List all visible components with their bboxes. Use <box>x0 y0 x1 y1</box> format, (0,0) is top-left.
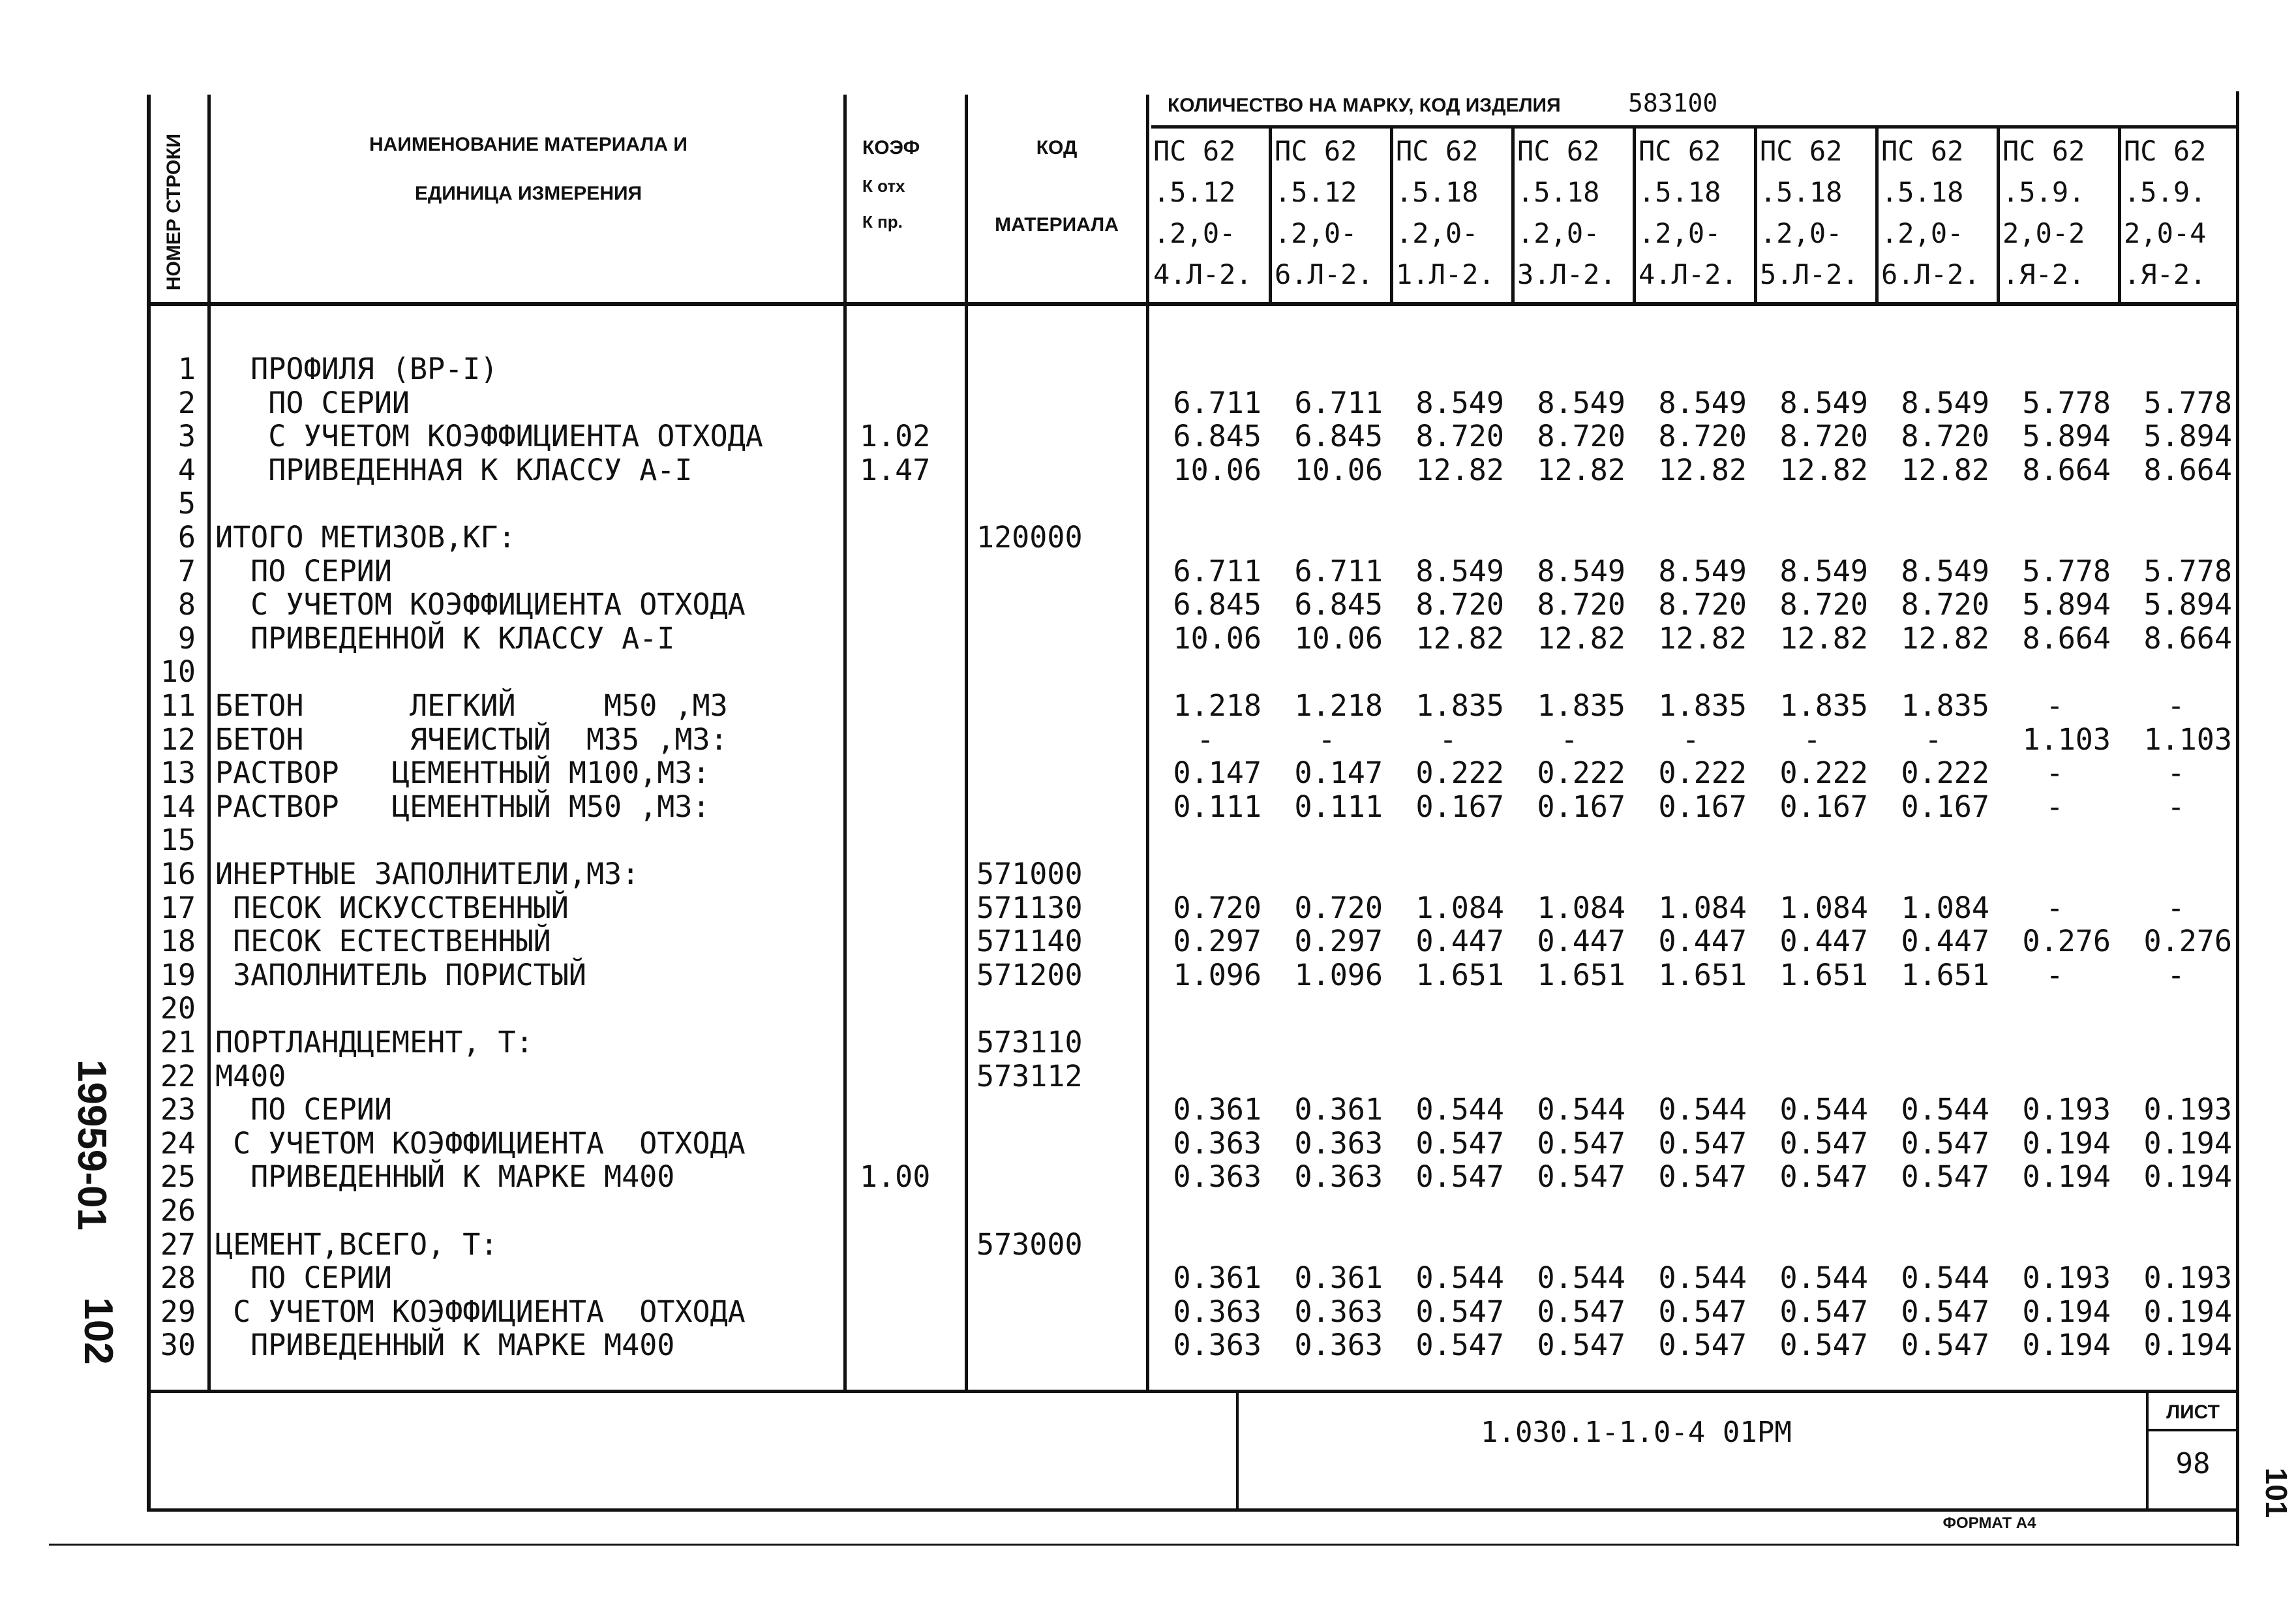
quantity-cell: 1.084 <box>1415 890 1504 925</box>
quantity-cell: 0.544 <box>1658 1092 1747 1127</box>
frame-table-bottom-line <box>147 1390 2239 1393</box>
sheet-number: 98 <box>2175 1447 2211 1480</box>
quantity-cell: 8.720 <box>1779 419 1868 454</box>
quantity-cell: 0.222 <box>1537 756 1625 791</box>
quantity-cell: 1.096 <box>1294 957 1383 992</box>
material-name: ЦЕМЕНТ,ВСЕГО, Т: <box>215 1227 498 1262</box>
quantity-cell: 0.297 <box>1173 924 1261 959</box>
quantity-cell: 0.447 <box>1658 924 1747 959</box>
quantity-cell: 0.547 <box>1779 1159 1868 1195</box>
quantity-cell: 8.720 <box>1901 587 1989 622</box>
quantity-cell: 1.218 <box>1294 688 1383 723</box>
material-name: ПРИВЕДЕННОЙ К КЛАССУ А-I <box>215 620 675 656</box>
quantity-cell: 0.547 <box>1415 1328 1504 1363</box>
material-name: ПОРТЛАНДЦЕМЕНТ, Т: <box>215 1025 534 1060</box>
row-number: 18 <box>160 924 196 959</box>
quantity-cell: 0.547 <box>1415 1159 1504 1195</box>
page-bottom-rule <box>49 1544 2239 1546</box>
quantity-cell: 8.549 <box>1537 553 1625 588</box>
quantity-cell: 1.651 <box>1415 957 1504 992</box>
col-sep-name <box>843 95 847 1393</box>
quantity-cell: 0.363 <box>1173 1328 1261 1363</box>
row-number: 21 <box>160 1025 196 1060</box>
frame-footer-bottom-line <box>147 1508 2239 1512</box>
quantity-cell: 0.363 <box>1173 1125 1261 1161</box>
quantity-cell: 0.194 <box>2143 1125 2232 1161</box>
quantity-cell: 12.82 <box>1901 452 1989 487</box>
quantity-cell: 0.167 <box>1779 789 1868 824</box>
quantity-cell: - <box>1318 722 1336 757</box>
row-number: 8 <box>177 587 196 622</box>
material-name: БЕТОН ЛЕГКИЙ М50 ,М3 <box>215 688 728 723</box>
coef-header <box>848 137 959 231</box>
quantity-cell: 0.363 <box>1173 1294 1261 1329</box>
quantity-cell: 12.82 <box>1779 452 1868 487</box>
quantity-cell: 6.845 <box>1294 587 1383 622</box>
quantity-cell: 1.835 <box>1779 688 1868 723</box>
quantity-cell: 0.547 <box>1537 1328 1625 1363</box>
coefficient: 1.02 <box>860 419 931 454</box>
quantity-cell: 6.711 <box>1173 553 1261 588</box>
quantity-cell: 0.547 <box>1658 1159 1747 1195</box>
material-name: ПЕСОК ИСКУССТВЕННЫЙ <box>215 890 569 925</box>
quantity-cell: 0.547 <box>1901 1328 1989 1363</box>
coefficient: 1.00 <box>860 1159 931 1195</box>
material-name: ПРИВЕДЕННЫЙ К МАРКЕ М400 <box>215 1328 675 1363</box>
material-name: М400 <box>215 1058 286 1093</box>
quantity-cell: 0.194 <box>2143 1294 2232 1329</box>
material-name: С УЧЕТОМ КОЭФФИЦИЕНТА ОТХОДА <box>215 1294 746 1329</box>
material-name: РАСТВОР ЦЕМЕНТНЫЙ М50 ,М3: <box>215 789 710 824</box>
row-number: 28 <box>160 1260 196 1296</box>
quantity-cell: 1.835 <box>1901 688 1989 723</box>
quantity-cell: 0.547 <box>1537 1159 1625 1195</box>
coef-header-line2: К отх <box>862 176 905 196</box>
material-name: ИНЕРТНЫЕ ЗАПОЛНИТЕЛИ,М3: <box>215 857 640 891</box>
quantity-cell: 0.276 <box>2022 924 2111 959</box>
quantity-cell: 0.547 <box>1537 1294 1625 1329</box>
quantity-cell: 0.193 <box>2022 1092 2111 1127</box>
quantity-cell: 0.361 <box>1294 1092 1383 1127</box>
quantity-cell: 8.664 <box>2143 452 2232 487</box>
frame-right-line <box>2236 91 2239 1546</box>
quantity-cell: 0.222 <box>1901 756 1989 791</box>
quantity-cell: 8.549 <box>1779 385 1868 420</box>
quantity-cell: - <box>2046 957 2064 992</box>
product-code: 583100 <box>1627 89 1718 117</box>
material-name: ПО СЕРИИ <box>215 553 392 588</box>
quantity-cell: 0.544 <box>1658 1260 1747 1296</box>
quantity-cell: 0.363 <box>1294 1125 1383 1161</box>
material-name: ЗАПОЛНИТЕЛЬ ПОРИСТЫЙ <box>215 957 586 992</box>
quantity-cell: 0.720 <box>1173 890 1261 925</box>
quantity-cell: 12.82 <box>1537 620 1625 656</box>
page-number-right: 101 <box>2259 1467 2293 1518</box>
product-column-header: ПС 62 .5.18 .2,0- 3.Л-2. <box>1517 135 1616 290</box>
sheet-label: ЛИСТ <box>2166 1401 2220 1423</box>
quantity-cell: 1.835 <box>1537 688 1625 723</box>
coefficient: 1.47 <box>860 452 931 487</box>
quantity-cell: 8.549 <box>1415 385 1504 420</box>
quantity-cell: 0.720 <box>1294 890 1383 925</box>
quantity-cell: 0.544 <box>1779 1260 1868 1296</box>
quantity-cell: 5.778 <box>2143 385 2232 420</box>
quantity-cell: 0.167 <box>1901 789 1989 824</box>
row-number: 24 <box>160 1125 196 1161</box>
quantity-cell: 6.845 <box>1173 587 1261 622</box>
quantity-cell: - <box>2167 756 2185 791</box>
quantity-cell: 10.06 <box>1294 452 1383 487</box>
row-number: 29 <box>160 1294 196 1329</box>
material-name: ПО СЕРИИ <box>215 1260 392 1296</box>
material-name-header-line2: ЕДИНИЦА ИЗМЕРЕНИЯ <box>414 183 642 204</box>
quantity-cell: 0.544 <box>1415 1092 1504 1127</box>
quantity-cell: 0.547 <box>1779 1328 1868 1363</box>
quantity-cell: 1.084 <box>1779 890 1868 925</box>
quantity-cell: 0.167 <box>1537 789 1625 824</box>
material-name: РАСТВОР ЦЕМЕНТНЫЙ М100,М3: <box>215 756 710 791</box>
quantity-cell: 5.778 <box>2022 553 2111 588</box>
quantity-cell: 6.845 <box>1173 419 1261 454</box>
row-number: 10 <box>160 654 196 690</box>
quantity-cell: 8.664 <box>2022 452 2111 487</box>
row-number: 23 <box>160 1092 196 1127</box>
row-number: 6 <box>177 520 196 555</box>
material-name: ПРИВЕДЕННАЯ К КЛАССУ А-I <box>215 452 693 487</box>
quantity-cell: 0.547 <box>1779 1294 1868 1329</box>
quantity-cell: 1.103 <box>2143 722 2232 757</box>
quantity-cell: - <box>1196 722 1215 757</box>
row-number: 16 <box>160 857 196 891</box>
quantity-cell: - <box>1560 722 1578 757</box>
row-number: 26 <box>160 1193 196 1228</box>
quantity-cell: 6.711 <box>1294 385 1383 420</box>
quantity-cell: 0.547 <box>1415 1125 1504 1161</box>
quantity-cell: 12.82 <box>1658 452 1747 487</box>
quantity-cell: 0.361 <box>1294 1260 1383 1296</box>
quantity-cell: 8.549 <box>1658 385 1747 420</box>
material-name: ИТОГО МЕТИЗОВ,КГ: <box>215 520 516 555</box>
quantity-cell: - <box>1803 722 1821 757</box>
frame-left-line <box>147 95 151 1510</box>
material-code: 571130 <box>976 890 1083 925</box>
quantity-cell: - <box>1439 722 1457 757</box>
material-name: С УЧЕТОМ КОЭФФИЦИЕНТА ОТХОДА <box>215 587 746 622</box>
quantity-cell: 0.111 <box>1173 789 1261 824</box>
quantity-cell: 1.218 <box>1173 688 1261 723</box>
code-header <box>969 137 1145 236</box>
quantity-cell: 8.720 <box>1415 419 1504 454</box>
quantity-cell: 0.222 <box>1658 756 1747 791</box>
quantity-cell: 0.547 <box>1901 1294 1989 1329</box>
quantity-cell: 8.549 <box>1415 553 1504 588</box>
quantity-cell: 0.544 <box>1779 1092 1868 1127</box>
quantity-title-text: КОЛИЧЕСТВО НА МАРКУ, КОД ИЗДЕЛИЯ <box>1168 95 1561 116</box>
quantity-cell: 10.06 <box>1173 452 1261 487</box>
product-column-header: ПС 62 .5.12 .2,0- 4.Л-2. <box>1153 135 1252 290</box>
row-number: 9 <box>177 620 196 656</box>
quantity-cell: 0.447 <box>1537 924 1625 959</box>
row-number: 4 <box>177 452 196 487</box>
row-number: 12 <box>160 722 196 757</box>
quantity-cell: 0.547 <box>1779 1125 1868 1161</box>
quantity-cell: - <box>2167 688 2185 723</box>
quantity-cell: 0.222 <box>1779 756 1868 791</box>
quantity-cell: 1.096 <box>1173 957 1261 992</box>
row-number: 27 <box>160 1227 196 1262</box>
col-sep-coef <box>965 95 968 1393</box>
quantity-cell: - <box>1924 722 1942 757</box>
quantity-cell: 0.111 <box>1294 789 1383 824</box>
row-number: 19 <box>160 957 196 992</box>
quantity-cell: 5.894 <box>2022 419 2111 454</box>
quantity-cell: 0.167 <box>1415 789 1504 824</box>
material-name: С УЧЕТОМ КОЭФФИЦИЕНТА ОТХОДА <box>215 419 763 454</box>
material-code: 571140 <box>976 924 1083 959</box>
quantity-cell: 0.547 <box>1658 1125 1747 1161</box>
quantity-cell: 8.549 <box>1901 553 1989 588</box>
page-number-left: 102 <box>76 1297 121 1365</box>
quantity-cell: 5.778 <box>2143 553 2232 588</box>
material-code: 571000 <box>976 857 1083 891</box>
material-name: ПО СЕРИИ <box>215 385 410 420</box>
product-column-header: ПС 62 .5.18 .2,0- 5.Л-2. <box>1760 135 1859 290</box>
quantity-cell: 0.547 <box>1901 1159 1989 1195</box>
row-number: 20 <box>160 991 196 1026</box>
quantity-cell: 12.82 <box>1537 452 1625 487</box>
quantity-cell: 0.544 <box>1537 1092 1625 1127</box>
coef-header-line3: К пр. <box>862 211 903 232</box>
col-sep-rownum <box>207 95 211 1393</box>
quantity-cell: 0.547 <box>1415 1294 1504 1329</box>
quantity-cell: 0.222 <box>1415 756 1504 791</box>
quantity-cell: 0.447 <box>1901 924 1989 959</box>
quantity-cell: 8.664 <box>2143 620 2232 656</box>
quantity-cell: 0.194 <box>2143 1328 2232 1363</box>
quantity-cell: 0.363 <box>1294 1328 1383 1363</box>
frame-header-bottom-line <box>147 302 2239 306</box>
footer-divider-vertical <box>1236 1392 1239 1511</box>
quantity-cell: 0.194 <box>2022 1159 2111 1195</box>
material-code: 571200 <box>976 957 1083 992</box>
quantity-cell: 0.363 <box>1173 1159 1261 1195</box>
quantity-cell: 0.547 <box>1658 1294 1747 1329</box>
quantity-cell: 0.544 <box>1901 1260 1989 1296</box>
quantity-cell: 12.82 <box>1901 620 1989 656</box>
product-column-header: ПС 62 .5.12 .2,0- 6.Л-2. <box>1275 135 1374 290</box>
quantity-cell: 5.778 <box>2022 385 2111 420</box>
row-number: 13 <box>160 756 196 791</box>
quantity-cell: - <box>2046 789 2064 824</box>
material-code: 120000 <box>976 520 1083 555</box>
frame-top-line <box>1151 125 2239 129</box>
quantity-cell: 1.084 <box>1901 890 1989 925</box>
material-name: БЕТОН ЯЧЕИСТЫЙ М35 ,М3: <box>215 722 728 757</box>
quantity-cell: 8.549 <box>1779 553 1868 588</box>
code-header-line2: МАТЕРИАЛА <box>995 214 1119 236</box>
quantity-cell: 0.194 <box>2143 1159 2232 1195</box>
quantity-cell: 1.103 <box>2022 722 2111 757</box>
quantity-cell: 1.835 <box>1658 688 1747 723</box>
quantity-cell: 0.194 <box>2022 1328 2111 1363</box>
quantity-cell: 1.651 <box>1779 957 1868 992</box>
row-number: 30 <box>160 1328 196 1363</box>
quantity-cell: 0.297 <box>1294 924 1383 959</box>
quantity-cell: - <box>1682 722 1700 757</box>
quantity-cell: 12.82 <box>1415 452 1504 487</box>
row-number: 25 <box>160 1159 196 1195</box>
quantity-cell: 1.084 <box>1537 890 1625 925</box>
material-name: ПРИВЕДЕННЫЙ К МАРКЕ М400 <box>215 1159 675 1195</box>
material-name: ПРОФИЛЯ (ВР-I) <box>215 352 498 386</box>
quantity-cell: 0.547 <box>1658 1328 1747 1363</box>
quantity-cell: 0.363 <box>1294 1294 1383 1329</box>
row-number-header: НОМЕР СТРОКИ <box>163 133 185 291</box>
quantity-cell: 1.651 <box>1537 957 1625 992</box>
quantity-cell: 0.167 <box>1658 789 1747 824</box>
quantity-cell: 0.547 <box>1901 1125 1989 1161</box>
quantity-cell: - <box>2046 688 2064 723</box>
quantity-cell: 0.544 <box>1901 1092 1989 1127</box>
quantity-cell: 6.845 <box>1294 419 1383 454</box>
quantity-cell: 8.720 <box>1537 587 1625 622</box>
quantity-cell: 12.82 <box>1779 620 1868 656</box>
quantity-cell: 0.193 <box>2143 1092 2232 1127</box>
material-name-header-line1: НАИМЕНОВАНИЕ МАТЕРИАЛА И <box>369 134 687 155</box>
quantity-cell: - <box>2167 789 2185 824</box>
quantity-cell: 0.447 <box>1415 924 1504 959</box>
row-number: 7 <box>177 553 196 588</box>
quantity-cell: - <box>2167 890 2185 925</box>
material-name-header <box>215 134 841 204</box>
sheet-box-divider <box>2146 1429 2239 1431</box>
product-column-header: ПС 62 .5.18 .2,0- 1.Л-2. <box>1396 135 1495 290</box>
row-number: 22 <box>160 1058 196 1093</box>
material-name: ПЕСОК ЕСТЕСТВЕННЫЙ <box>215 924 551 959</box>
quantity-cell: 8.664 <box>2022 620 2111 656</box>
quantity-cell: 5.894 <box>2143 419 2232 454</box>
quantity-cell: - <box>2046 756 2064 791</box>
row-number: 11 <box>160 688 196 723</box>
inventory-number: 19959-01 <box>69 1059 114 1231</box>
quantity-cell: 0.147 <box>1173 756 1261 791</box>
row-number: 14 <box>160 789 196 824</box>
product-column-header: ПС 62 .5.18 .2,0- 4.Л-2. <box>1639 135 1738 290</box>
quantity-cell: 0.363 <box>1294 1159 1383 1195</box>
quantity-cell: 8.720 <box>1658 587 1747 622</box>
quantity-cell: 0.193 <box>2022 1260 2111 1296</box>
format-label: ФОРМАТ А4 <box>1942 1514 2036 1532</box>
material-name: С УЧЕТОМ КОЭФФИЦИЕНТА ОТХОДА <box>215 1125 746 1161</box>
quantity-cell: 0.447 <box>1779 924 1868 959</box>
quantity-cell: 5.894 <box>2143 587 2232 622</box>
quantity-cell: - <box>2046 890 2064 925</box>
quantity-cell: 8.720 <box>1779 587 1868 622</box>
product-column-header: ПС 62 .5.9. 2,0-4 .Я-2. <box>2124 135 2207 290</box>
quantity-cell: 0.544 <box>1537 1260 1625 1296</box>
product-column-header: ПС 62 .5.18 .2,0- 6.Л-2. <box>1881 135 1980 290</box>
quantity-cell: 8.549 <box>1901 385 1989 420</box>
quantity-cell: 8.720 <box>1537 419 1625 454</box>
material-code: 573000 <box>976 1227 1083 1262</box>
coef-header-line1: КОЭФ <box>862 137 920 159</box>
quantity-cell: 0.194 <box>2022 1125 2111 1161</box>
quantity-cell: 0.361 <box>1173 1260 1261 1296</box>
quantity-cell: 1.084 <box>1658 890 1747 925</box>
quantity-cell: 10.06 <box>1173 620 1261 656</box>
row-number: 17 <box>160 890 196 925</box>
row-number: 5 <box>177 486 196 521</box>
material-name: ПО СЕРИИ <box>215 1092 392 1127</box>
quantity-title <box>1168 90 1950 117</box>
quantity-cell: 8.549 <box>1537 385 1625 420</box>
quantity-cell: - <box>2167 957 2185 992</box>
quantity-cell: 5.894 <box>2022 587 2111 622</box>
row-number: 15 <box>160 823 196 858</box>
quantity-cell: 0.276 <box>2143 924 2232 959</box>
quantity-cell: 1.835 <box>1415 688 1504 723</box>
document-code: 1.030.1-1.0-4 01РМ <box>1481 1416 1792 1449</box>
quantity-cell: 8.720 <box>1901 419 1989 454</box>
quantity-cell: 8.549 <box>1658 553 1747 588</box>
quantity-cell: 0.194 <box>2022 1294 2111 1329</box>
row-number: 3 <box>177 419 196 454</box>
quantity-cell: 0.193 <box>2143 1260 2232 1296</box>
quantity-cell: 1.651 <box>1901 957 1989 992</box>
quantity-cell: 6.711 <box>1173 385 1261 420</box>
quantity-cell: 12.82 <box>1658 620 1747 656</box>
material-code: 573110 <box>976 1025 1083 1060</box>
quantity-cell: 0.147 <box>1294 756 1383 791</box>
quantity-cell: 6.711 <box>1294 553 1383 588</box>
quantity-cell: 0.547 <box>1537 1125 1625 1161</box>
quantity-cell: 10.06 <box>1294 620 1383 656</box>
code-header-line1: КОД <box>1036 137 1078 159</box>
row-number: 2 <box>177 385 196 420</box>
quantity-cell: 0.361 <box>1173 1092 1261 1127</box>
quantity-cell: 1.651 <box>1658 957 1747 992</box>
quantity-cell: 8.720 <box>1415 587 1504 622</box>
quantity-cell: 0.544 <box>1415 1260 1504 1296</box>
row-number: 1 <box>177 352 196 386</box>
quantity-cell: 12.82 <box>1415 620 1504 656</box>
quantity-cell: 8.720 <box>1658 419 1747 454</box>
product-column-header: ПС 62 .5.9. 2,0-2 .Я-2. <box>2002 135 2085 290</box>
material-code: 573112 <box>976 1058 1083 1093</box>
